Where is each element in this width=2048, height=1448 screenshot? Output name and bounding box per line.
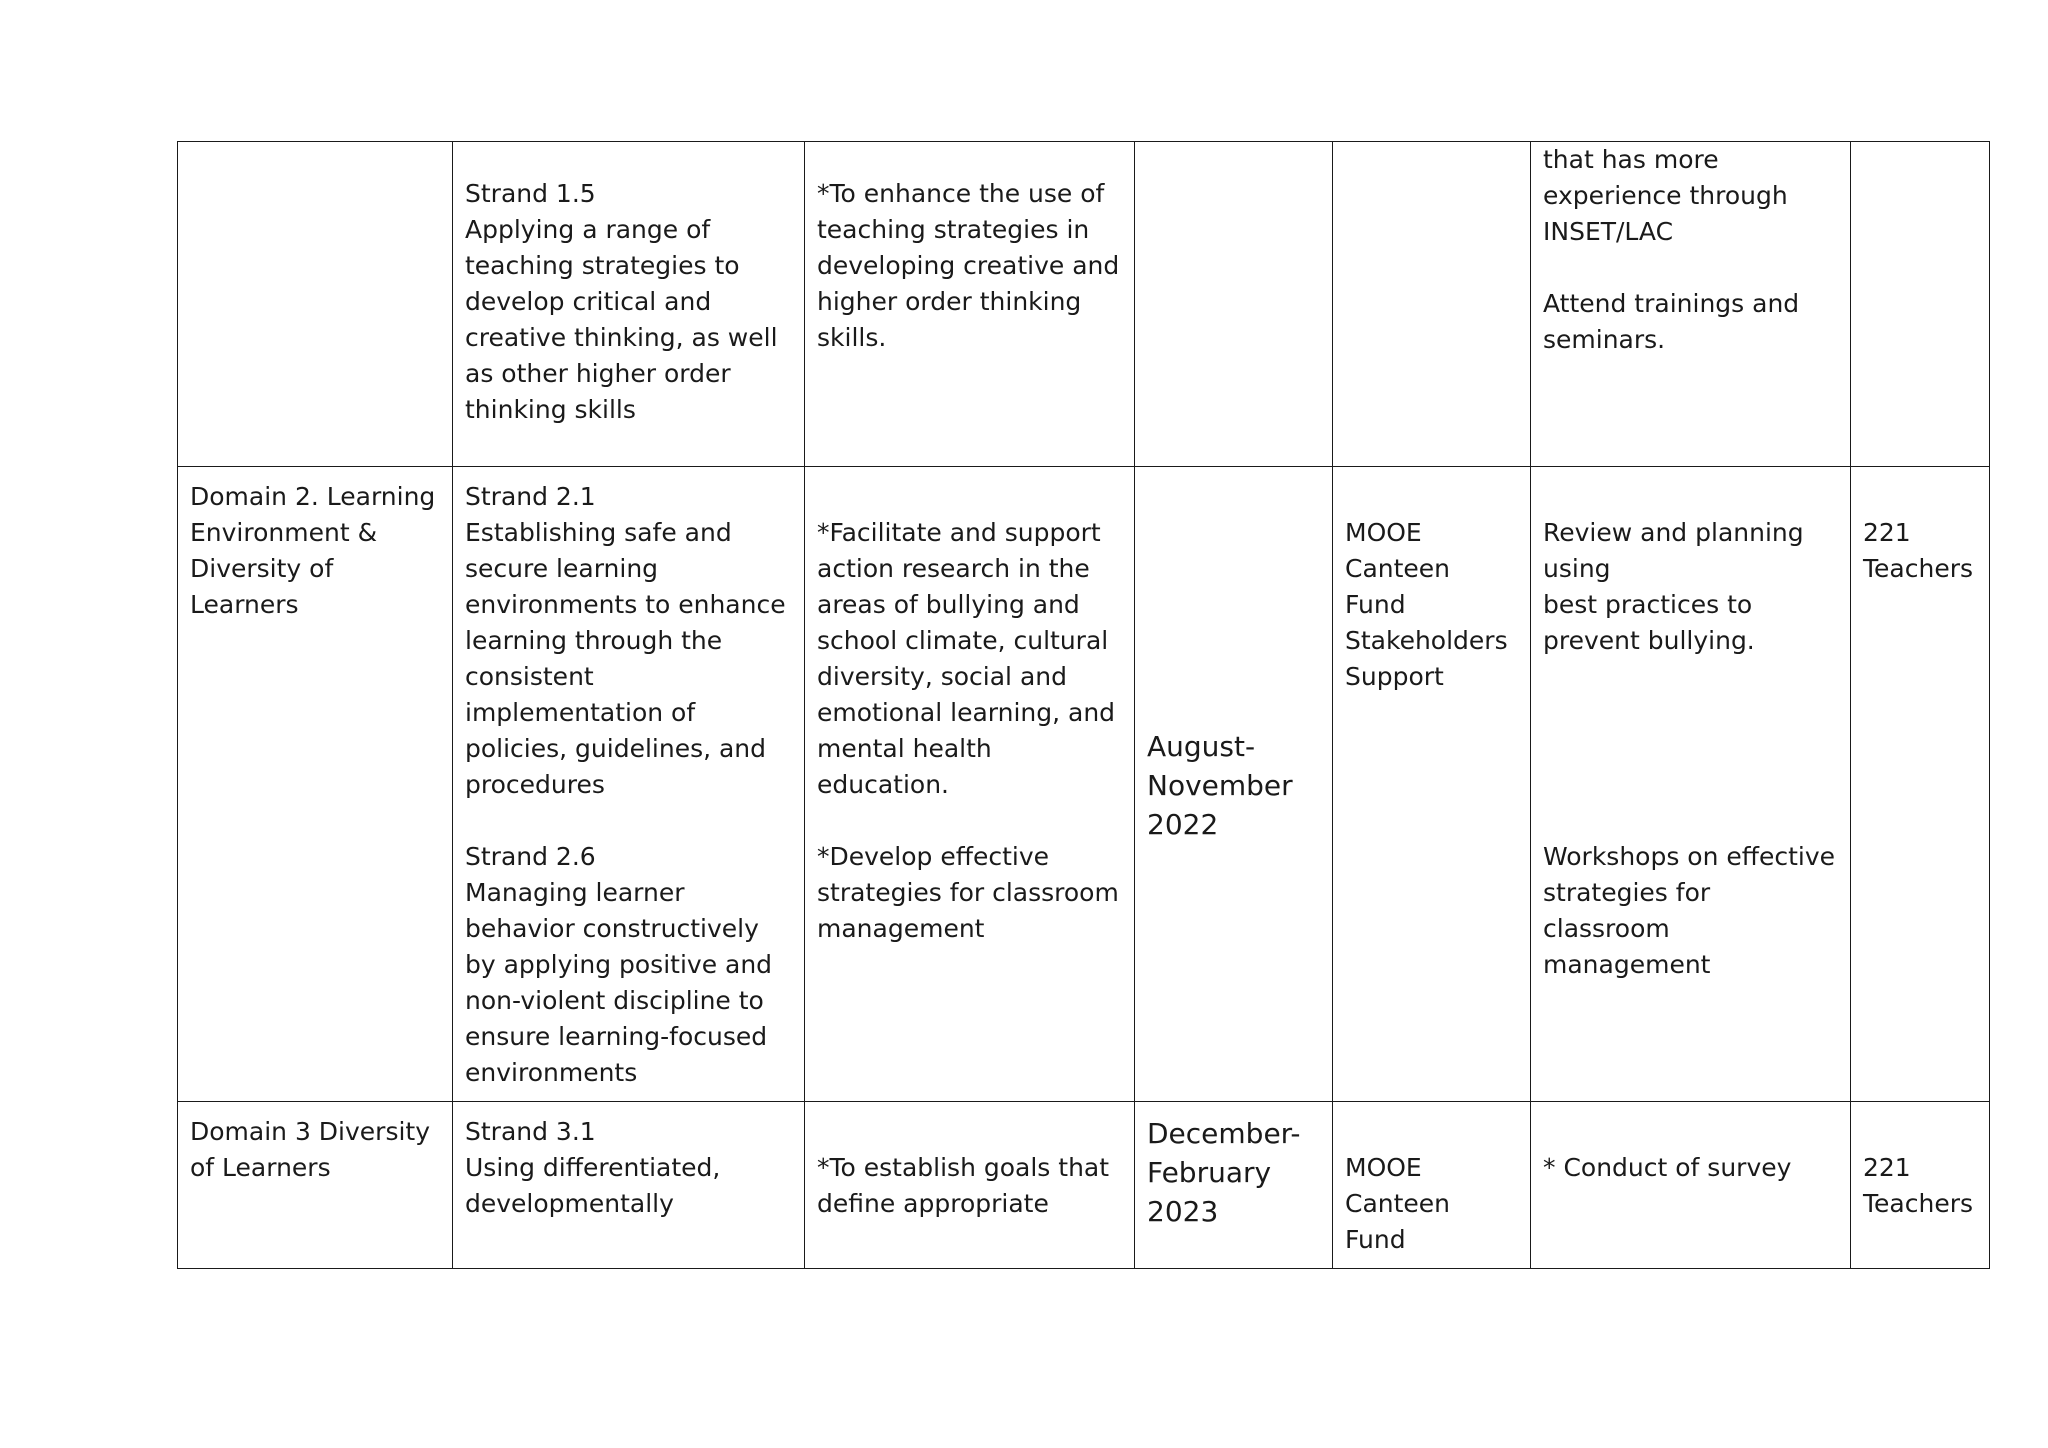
persons-text: 221 Teachers xyxy=(1863,1153,1973,1218)
resources-text: MOOE Canteen Fund Stakeholders Support xyxy=(1345,518,1508,691)
strand-text: Strand 2.1 Establishing safe and secure learning environments to enhance learning through the consistent implementation of policies, guidelines, and procedures Strand 2.6 Managing learner behavior constructively by applying positive and non-violent discipline to ensure learning-focused environments xyxy=(465,482,786,1087)
resources-cell xyxy=(1333,142,1531,467)
resources-cell xyxy=(1333,467,1531,1102)
strand-text: Strand 1.5 Applying a range of teaching strategies to develop critical and creative thinking, as well as other higher order thinking skills xyxy=(465,179,778,424)
persons-cell xyxy=(1851,467,1990,1102)
objective-text: *To enhance the use of teaching strategies in developing creative and higher order thinking skills. xyxy=(817,179,1120,352)
activities-cell xyxy=(1531,1102,1851,1269)
resources-cell xyxy=(1333,1102,1531,1269)
timeframe-text: August- November 2022 xyxy=(1147,729,1293,841)
strand-cell xyxy=(453,142,805,467)
objective-cell xyxy=(805,1102,1135,1269)
domain-text: Domain 3 Diversity of Learners xyxy=(190,1117,431,1182)
spacer xyxy=(1543,479,1838,515)
objective-text: *To establish goals that define appropriate xyxy=(817,1153,1110,1218)
timeframe-cell xyxy=(1135,467,1333,1102)
spacer xyxy=(1345,1114,1518,1150)
strand-text: Strand 3.1 Using differentiated, developmentally xyxy=(465,1117,721,1218)
resources-text: MOOE Canteen Fund xyxy=(1345,1153,1451,1254)
spacer xyxy=(817,479,1122,515)
timeframe-text: December- February 2023 xyxy=(1147,1117,1301,1228)
strand-cell xyxy=(453,1102,805,1269)
domain-text: Domain 2. Learning Environment & Diversity of Learners xyxy=(190,482,436,619)
domain-cell xyxy=(178,467,453,1102)
spacer xyxy=(1345,479,1518,515)
domain-cell xyxy=(178,142,453,467)
activities-text: * Conduct of survey xyxy=(1543,1153,1792,1182)
timeframe-cell xyxy=(1135,1102,1333,1269)
objective-text: *Facilitate and support action research in the areas of bullying and school climate, cultural diversity, social and emotional learning, and mental health education. *Develop effective strategies for classroom management xyxy=(817,518,1119,943)
objective-cell xyxy=(805,142,1135,467)
timeframe-cell xyxy=(1135,142,1333,467)
spacer xyxy=(817,154,1122,176)
objective-cell xyxy=(805,467,1135,1102)
spacer xyxy=(1863,1114,1977,1150)
activities-text: that has more experience through INSET/LAC Attend trainings and seminars. xyxy=(1543,145,1800,354)
spacer xyxy=(465,154,792,176)
activities-cell xyxy=(1531,142,1851,467)
spacer xyxy=(1863,479,1977,515)
strand-cell xyxy=(453,467,805,1102)
persons-cell xyxy=(1851,1102,1990,1269)
persons-cell xyxy=(1851,142,1990,467)
development-plan-table xyxy=(177,141,1990,1269)
table-row xyxy=(178,142,1990,467)
spacer xyxy=(1543,1114,1838,1150)
table-row xyxy=(178,1102,1990,1269)
domain-cell xyxy=(178,1102,453,1269)
table-row xyxy=(178,467,1990,1102)
persons-text: 221 Teachers xyxy=(1863,518,1973,583)
activities-text: Review and planning using best practices to prevent bullying. Workshops on effective strategies for classroom management xyxy=(1543,518,1836,979)
spacer xyxy=(817,1114,1122,1150)
activities-cell xyxy=(1531,467,1851,1102)
